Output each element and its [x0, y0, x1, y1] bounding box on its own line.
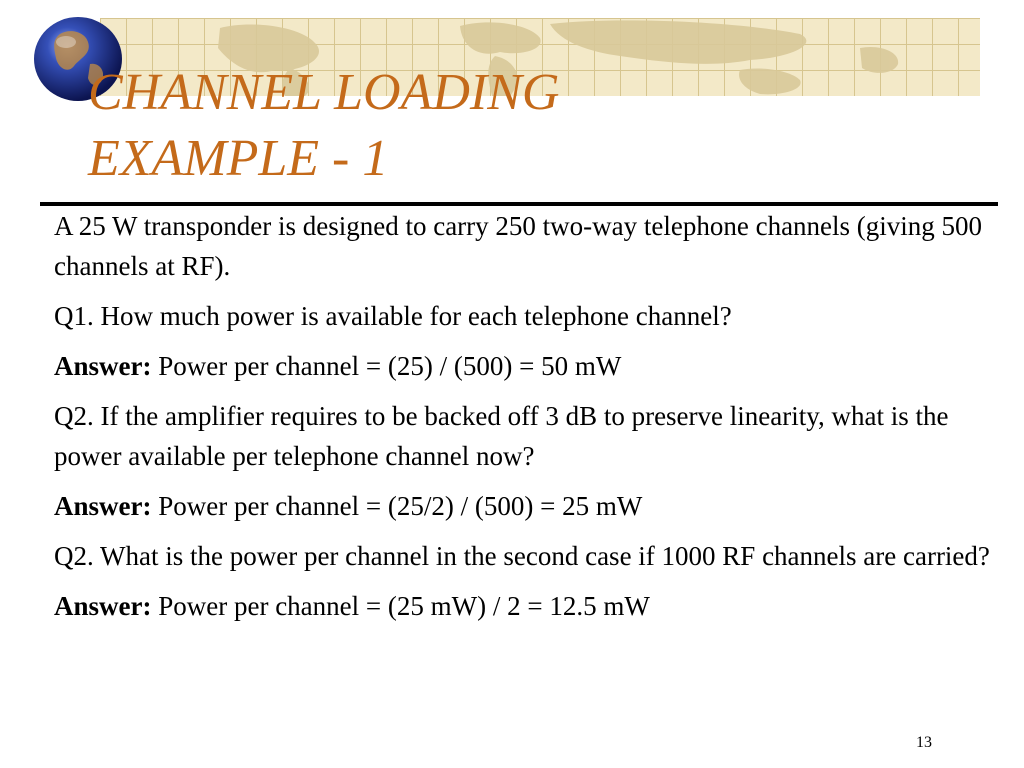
slide-number: 13 [916, 734, 932, 751]
answer-3-label: Answer: [54, 591, 152, 621]
answer-2-text: Power per channel = (25/2) / (500) = 25 mW [151, 491, 643, 521]
title-line-1: CHANNEL LOADING [88, 64, 560, 121]
answer-2-label: Answer: [54, 491, 152, 521]
answer-3-text: Power per channel = (25 mW) / 2 = 12.5 mW [151, 591, 650, 621]
answer-2 [54, 486, 1004, 526]
slide-body [54, 206, 1004, 636]
answer-1-label: Answer: [54, 351, 152, 381]
answer-1-text: Power per channel = (25) / (500) = 50 mW [151, 351, 622, 381]
question-2: Q2. If the amplifier requires to be backed off 3 dB to preserve linearity, what is the power available per telephone channel now? [54, 401, 949, 471]
intro-paragraph: A 25 W transponder is designed to carry 250 two-way telephone channels (giving 500 channels at RF). [54, 211, 983, 281]
question-3: Q2. What is the power per channel in the second case if 1000 RF channels are carried? [54, 541, 990, 571]
title-line-2: EXAMPLE - 1 [88, 130, 389, 187]
question-1: Q1. How much power is available for each telephone channel? [54, 301, 732, 331]
answer-1 [54, 346, 1004, 386]
answer-3 [54, 586, 1004, 626]
slide-title [88, 60, 559, 192]
